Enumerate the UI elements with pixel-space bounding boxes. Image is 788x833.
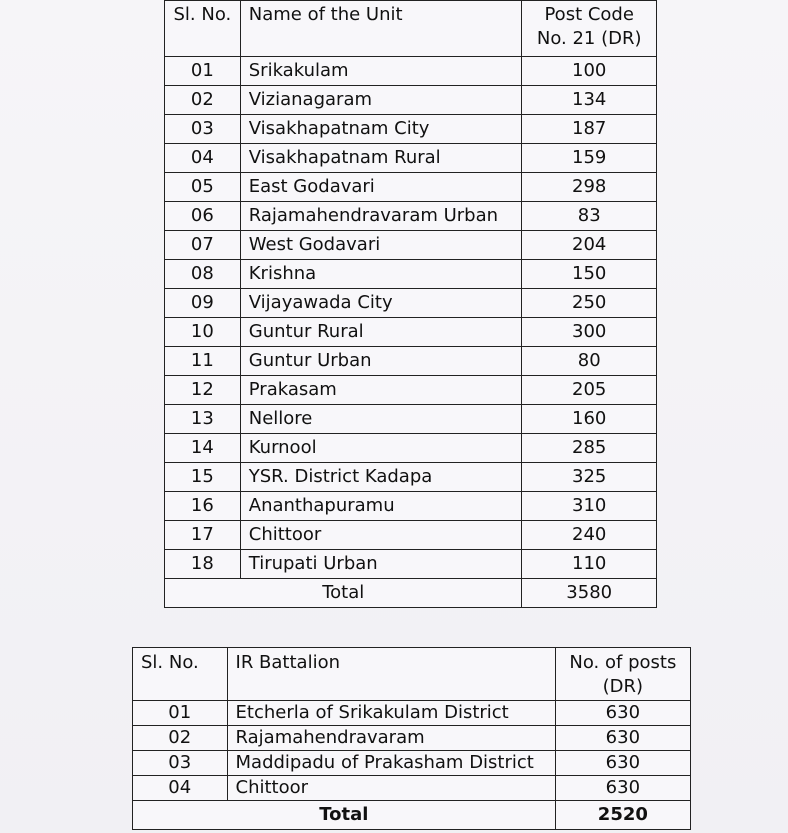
row-posts: 187 bbox=[522, 115, 657, 144]
units-total-label: Total bbox=[165, 579, 522, 608]
table-row bbox=[165, 405, 657, 434]
units-table bbox=[164, 0, 657, 608]
battalion-table-header bbox=[133, 648, 691, 701]
row-sl-no: 08 bbox=[165, 260, 241, 289]
row-posts: 630 bbox=[555, 726, 690, 751]
row-name: Rajamahendravaram bbox=[227, 726, 555, 751]
battalion-total-value: 2520 bbox=[555, 801, 690, 830]
battalion-total-row bbox=[133, 801, 691, 830]
row-name: Guntur Rural bbox=[240, 318, 522, 347]
units-total-value: 3580 bbox=[522, 579, 657, 608]
row-posts: 204 bbox=[522, 231, 657, 260]
row-sl-no: 01 bbox=[133, 701, 228, 726]
table-row bbox=[165, 86, 657, 115]
battalion-table-body bbox=[133, 701, 691, 801]
row-sl-no: 04 bbox=[165, 144, 241, 173]
row-posts: 134 bbox=[522, 86, 657, 115]
row-name: Tirupati Urban bbox=[240, 550, 522, 579]
row-name: Krishna bbox=[240, 260, 522, 289]
table-row bbox=[165, 115, 657, 144]
row-name: Prakasam bbox=[240, 376, 522, 405]
row-posts: 150 bbox=[522, 260, 657, 289]
header-sl-no: Sl. No. bbox=[165, 1, 241, 57]
row-sl-no: 13 bbox=[165, 405, 241, 434]
row-name: Guntur Urban bbox=[240, 347, 522, 376]
header-sl-no: Sl. No. bbox=[133, 648, 228, 701]
row-name: YSR. District Kadapa bbox=[240, 463, 522, 492]
table-row bbox=[165, 318, 657, 347]
row-name: Srikakulam bbox=[240, 57, 522, 86]
table-row bbox=[165, 57, 657, 86]
units-table-header bbox=[165, 1, 657, 57]
row-posts: 630 bbox=[555, 776, 690, 801]
row-sl-no: 02 bbox=[165, 86, 241, 115]
row-posts: 159 bbox=[522, 144, 657, 173]
row-sl-no: 14 bbox=[165, 434, 241, 463]
battalion-total-label: Total bbox=[133, 801, 556, 830]
row-name: Etcherla of Srikakulam District bbox=[227, 701, 555, 726]
row-name: Visakhapatnam Rural bbox=[240, 144, 522, 173]
table-row bbox=[133, 701, 691, 726]
row-sl-no: 06 bbox=[165, 202, 241, 231]
header-posts-line2: (DR) bbox=[602, 676, 644, 697]
table-row bbox=[133, 776, 691, 801]
row-sl-no: 17 bbox=[165, 521, 241, 550]
row-posts: 205 bbox=[522, 376, 657, 405]
header-post-code-line1: Post Code bbox=[544, 4, 634, 25]
row-posts: 310 bbox=[522, 492, 657, 521]
row-posts: 240 bbox=[522, 521, 657, 550]
row-posts: 250 bbox=[522, 289, 657, 318]
row-sl-no: 02 bbox=[133, 726, 228, 751]
row-sl-no: 03 bbox=[165, 115, 241, 144]
row-name: Chittoor bbox=[227, 776, 555, 801]
table-row bbox=[165, 260, 657, 289]
row-name: West Godavari bbox=[240, 231, 522, 260]
table-row bbox=[165, 202, 657, 231]
row-sl-no: 18 bbox=[165, 550, 241, 579]
table-row bbox=[165, 376, 657, 405]
table-row bbox=[165, 521, 657, 550]
table-row bbox=[133, 751, 691, 776]
table-row bbox=[165, 289, 657, 318]
header-post-code-line2: No. 21 (DR) bbox=[536, 28, 642, 49]
row-sl-no: 04 bbox=[133, 776, 228, 801]
row-posts: 110 bbox=[522, 550, 657, 579]
row-sl-no: 12 bbox=[165, 376, 241, 405]
row-name: Rajamahendravaram Urban bbox=[240, 202, 522, 231]
row-posts: 630 bbox=[555, 701, 690, 726]
row-name: East Godavari bbox=[240, 173, 522, 202]
row-name: Chittoor bbox=[240, 521, 522, 550]
row-name: Visakhapatnam City bbox=[240, 115, 522, 144]
header-battalion: IR Battalion bbox=[227, 648, 555, 701]
table-row bbox=[165, 550, 657, 579]
row-name: Kurnool bbox=[240, 434, 522, 463]
table-row bbox=[165, 492, 657, 521]
row-name: Vijayawada City bbox=[240, 289, 522, 318]
row-sl-no: 10 bbox=[165, 318, 241, 347]
table-row bbox=[165, 173, 657, 202]
row-posts: 160 bbox=[522, 405, 657, 434]
row-sl-no: 09 bbox=[165, 289, 241, 318]
table-row bbox=[165, 463, 657, 492]
header-unit-name: Name of the Unit bbox=[240, 1, 522, 57]
row-name: Ananthapuramu bbox=[240, 492, 522, 521]
units-total-row bbox=[165, 579, 657, 608]
row-posts: 298 bbox=[522, 173, 657, 202]
table-row bbox=[165, 144, 657, 173]
row-name: Maddipadu of Prakasham District bbox=[227, 751, 555, 776]
row-sl-no: 16 bbox=[165, 492, 241, 521]
row-sl-no: 03 bbox=[133, 751, 228, 776]
row-sl-no: 11 bbox=[165, 347, 241, 376]
row-posts: 630 bbox=[555, 751, 690, 776]
table-row bbox=[165, 434, 657, 463]
row-sl-no: 05 bbox=[165, 173, 241, 202]
header-post-code bbox=[522, 1, 657, 57]
row-sl-no: 01 bbox=[165, 57, 241, 86]
units-table-body bbox=[165, 57, 657, 579]
row-posts: 100 bbox=[522, 57, 657, 86]
row-name: Nellore bbox=[240, 405, 522, 434]
table-row bbox=[165, 347, 657, 376]
table-row bbox=[133, 726, 691, 751]
row-posts: 325 bbox=[522, 463, 657, 492]
row-posts: 300 bbox=[522, 318, 657, 347]
row-posts: 83 bbox=[522, 202, 657, 231]
row-posts: 285 bbox=[522, 434, 657, 463]
row-posts: 80 bbox=[522, 347, 657, 376]
battalion-table bbox=[132, 647, 691, 830]
row-sl-no: 15 bbox=[165, 463, 241, 492]
header-no-of-posts bbox=[555, 648, 690, 701]
header-posts-line1: No. of posts bbox=[569, 652, 677, 673]
row-name: Vizianagaram bbox=[240, 86, 522, 115]
table-row bbox=[165, 231, 657, 260]
row-sl-no: 07 bbox=[165, 231, 241, 260]
